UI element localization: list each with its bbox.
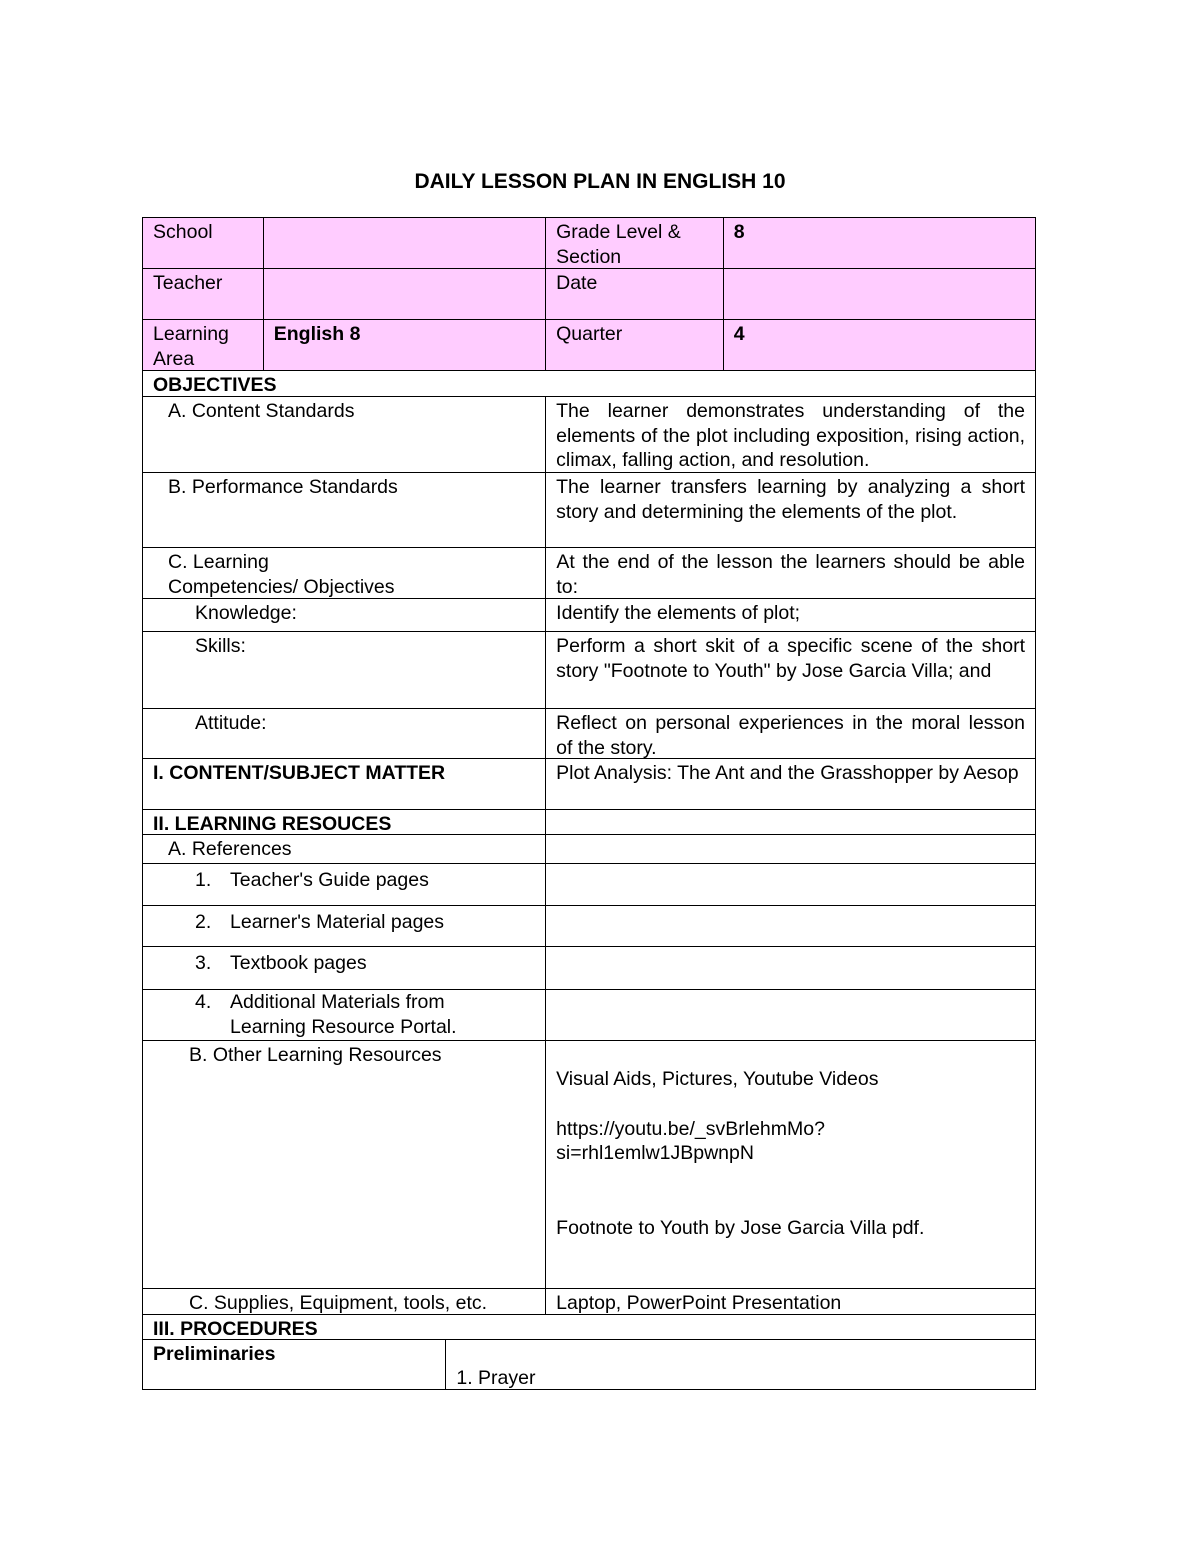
- skills-label: Skills:: [195, 635, 246, 657]
- content-text: Plot Analysis: The Ant and the Grasshopper by Aesop: [545, 759, 1035, 809]
- reference-label: Additional Materials from Learning Resource Portal.: [230, 991, 457, 1038]
- lesson-plan-table: [142, 217, 1036, 1390]
- teacher-label: Teacher: [143, 269, 263, 319]
- other-resources-line1: Visual Aids, Pictures, Youtube Videos: [556, 1068, 879, 1090]
- reference-label: Textbook pages: [230, 952, 367, 974]
- resources-heading-row: [142, 809, 1036, 834]
- references-row: [142, 834, 1036, 863]
- reference-label: Teacher's Guide pages: [230, 869, 429, 891]
- preliminaries-row: [142, 1339, 1036, 1390]
- reference-num: 1.: [195, 869, 212, 891]
- references-empty: [545, 835, 1035, 863]
- performance-standards-text: The learner transfers learning by analyzing a short story and determining the elements of the plot.: [545, 473, 1035, 547]
- skills-text: Perform a short skit of a specific scene of the short story "Footnote to Youth" by Jose Garcia Villa; and: [545, 632, 1035, 708]
- reference-num: 4.: [195, 991, 212, 1013]
- reference-item: [143, 990, 545, 1040]
- supplies-label: C. Supplies, Equipment, tools, etc.: [189, 1292, 488, 1314]
- header-row-area: [142, 319, 1036, 370]
- attitude-label: Attitude:: [195, 712, 267, 734]
- references-label: A. References: [168, 838, 292, 860]
- area-label: Learning Area: [143, 320, 263, 370]
- content-label: I. CONTENT/SUBJECT MATTER: [153, 762, 446, 784]
- school-value: [263, 218, 545, 268]
- knowledge-label: Knowledge:: [195, 602, 297, 624]
- reference-num: 3.: [195, 952, 212, 974]
- competencies-label: C. Learning Competencies/ Objectives: [168, 551, 395, 598]
- objectives-heading-row: [142, 370, 1036, 396]
- page-title: DAILY LESSON PLAN IN ENGLISH 10: [414, 170, 786, 193]
- date-value: [723, 269, 1035, 319]
- reference-row: [142, 863, 1036, 905]
- resources-heading: II. LEARNING RESOUCES: [153, 813, 392, 835]
- content-standards-label: A. Content Standards: [168, 400, 355, 422]
- date-label: Date: [545, 269, 723, 319]
- reference-item: [143, 906, 545, 946]
- grade-label: Grade Level & Section: [545, 218, 723, 268]
- quarter-value: 4: [723, 320, 1035, 370]
- knowledge-row: [142, 598, 1036, 631]
- objectives-heading: OBJECTIVES: [153, 374, 277, 396]
- procedures-heading-row: [142, 1314, 1036, 1339]
- reference-row: [142, 905, 1036, 946]
- reference-value: [545, 864, 1035, 905]
- reference-value: [545, 906, 1035, 946]
- attitude-text: Reflect on personal experiences in the moral lesson of the story.: [545, 709, 1035, 758]
- reference-row: [142, 989, 1036, 1040]
- competencies-text: At the end of the lesson the learners should be able to:: [545, 548, 1035, 598]
- school-label: School: [143, 218, 263, 268]
- header-row-school: [142, 217, 1036, 268]
- content-standards-row: [142, 396, 1036, 472]
- supplies-text: Laptop, PowerPoint Presentation: [545, 1289, 1035, 1314]
- other-resources-row: [142, 1040, 1036, 1288]
- reference-value: [545, 990, 1035, 1040]
- reference-label: Learner's Material pages: [230, 911, 445, 933]
- reference-value: [545, 947, 1035, 989]
- preliminaries-label: Preliminaries: [153, 1343, 276, 1365]
- content-row: [142, 758, 1036, 809]
- competencies-row: [142, 547, 1036, 598]
- youtube-link[interactable]: https://youtu.be/_svBrlehmMo? si=rhl1emlw1JBpwnpN: [556, 1117, 825, 1164]
- quarter-label: Quarter: [545, 320, 723, 370]
- skills-row: [142, 631, 1036, 708]
- reference-row: [142, 946, 1036, 989]
- teacher-value: [263, 269, 545, 319]
- knowledge-text: Identify the elements of plot;: [545, 599, 1035, 631]
- header-row-teacher: [142, 268, 1036, 319]
- reference-item: [143, 947, 545, 989]
- performance-standards-row: [142, 472, 1036, 547]
- prayer-item: 1. Prayer: [445, 1340, 1035, 1389]
- reference-num: 2.: [195, 911, 212, 933]
- procedures-heading: III. PROCEDURES: [153, 1318, 318, 1340]
- other-resources-line3: Footnote to Youth by Jose Garcia Villa pdf.: [556, 1216, 925, 1239]
- attitude-row: [142, 708, 1036, 758]
- area-value: English 8: [263, 320, 545, 370]
- supplies-row: [142, 1288, 1036, 1314]
- resources-heading-empty: [545, 810, 1035, 834]
- other-resources-content: [545, 1041, 1035, 1288]
- reference-item: [143, 864, 545, 905]
- grade-value: 8: [723, 218, 1035, 268]
- other-resources-label: B. Other Learning Resources: [189, 1044, 442, 1066]
- performance-standards-label: B. Performance Standards: [168, 476, 398, 498]
- content-standards-text: The learner demonstrates understanding of the elements of the plot including exposition, rising action, climax, falling action, and resolution.: [545, 397, 1035, 472]
